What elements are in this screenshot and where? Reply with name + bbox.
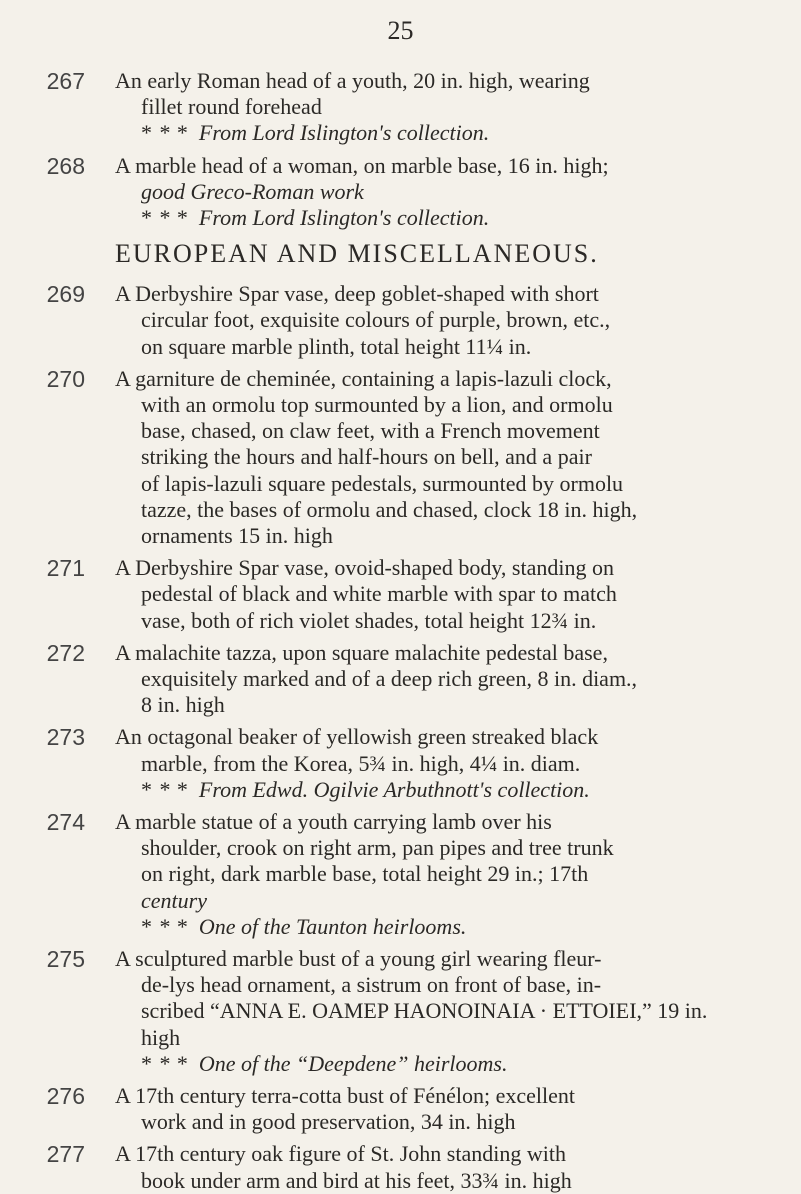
lot-line: good Greco-Roman work [141,178,364,204]
lot-number: 276 [46,1083,85,1109]
provenance [115,120,785,146]
lot-number: 272 [46,639,85,666]
provenance [115,1051,785,1077]
lot-line: exquisitely marked and of a deep rich green, 8 in. diam., [141,666,638,691]
lot-number: 269 [46,281,85,308]
lot-description [115,281,785,360]
lot-number: 273 [46,724,85,751]
lot-line: shoulder, crook on right arm, pan pipes and tree trunk [141,835,614,861]
provenance-text: From Lord Islington's collection. [198,120,490,146]
lot-number: 270 [46,365,85,392]
lot-line: high [141,1024,181,1050]
lot-description [115,640,785,719]
lot-line: base, chased, on claw feet, with a French movement [141,418,600,444]
asterisks: * * * [141,776,189,802]
lot-line: pedestal of black and white marble with spar to match [141,581,617,607]
lot-line: circular foot, exquisite colours of purple, brown, etc., [141,307,611,333]
lot-number: 271 [46,555,85,582]
lot-line: An octagonal beaker of yellowish green streaked black [115,724,599,750]
lot-line: de-lys head ornament, a sistrum on front of base, in- [141,972,602,998]
lot-line: A marble head of a woman, on marble base, 16 in. high; [115,152,609,178]
provenance [115,914,785,940]
lot-line: work and in good preservation, 34 in. high [141,1109,516,1135]
provenance-text: One of the “Deepdene” heirlooms. [198,1050,508,1076]
lot-line: scribed “ANNA E. OAMEP HAONOINAIA · ETTOIEI,” 19 in. [141,998,708,1024]
provenance-text: From Edwd. Ogilvie Arbuthnott's collection. [198,776,590,802]
lot-line: vase, both of rich violet shades, total height 12¾ in. [141,607,597,633]
lot-number: 277 [46,1141,85,1168]
lot-line: on square marble plinth, total height 11¼ in. [141,333,532,359]
lot-number: 274 [46,809,85,835]
lot-line: A sculptured marble bust of a young girl wearing fleur- [115,946,602,971]
lot-number: 268 [46,152,85,179]
lot-line: A malachite tazza, upon square malachite pedestal base, [115,639,608,665]
lot-line: An early Roman head of a youth, 20 in. high, wearing [115,68,590,93]
provenance [115,777,785,803]
lot-description [115,1141,785,1193]
lot-line: striking the hours and half-hours on bell, and a pair [141,444,592,470]
lot-line: tazze, the bases of ormolu and chased, clock 18 in. high, [141,496,638,522]
lot-line: A 17th century terra-cotta bust of Fénélon; excellent [115,1083,576,1108]
lot-line: with an ormolu top surmounted by a lion, and ormolu [141,392,613,417]
lot-description [115,555,785,634]
lot-line: A Derbyshire Spar vase, deep goblet-shaped with short [115,281,599,307]
lot-description [115,809,785,940]
asterisks: * * * [141,1050,189,1076]
lot-line: marble, from the Korea, 5¾ in. high, 4¼ in. diam. [141,750,581,776]
lot-line: of lapis-lazuli square pedestals, surmounted by ormolu [141,470,624,496]
asterisks: * * * [141,120,189,146]
provenance-text: One of the Taunton heirlooms. [198,913,467,939]
lot-description [115,366,785,549]
lot-description [115,153,785,232]
page-number: 25 [387,16,414,45]
lot-line: century [141,887,207,913]
lot-line: A 17th century oak figure of St. John standing with [115,1141,566,1167]
lot-line: fillet round forehead [141,94,322,120]
lot-description [115,68,785,147]
lot-description [115,724,785,803]
provenance [115,205,785,231]
lot-line: book under arm and bird at his feet, 33¾ in. high [141,1167,572,1193]
provenance-text: From Lord Islington's collection. [198,205,490,230]
lot-number: 267 [46,68,85,94]
lot-line: A marble statue of a youth carrying lamb over his [115,809,552,834]
section-heading: EUROPEAN AND MISCELLANEOUS. [115,239,599,269]
lot-line: 8 in. high [141,692,225,718]
asterisks: * * * [141,913,189,939]
lot-line: on right, dark marble base, total height 29 in.; 17th [141,861,589,887]
lot-description [115,1083,785,1135]
lot-line: A Derbyshire Spar vase, ovoid-shaped body, standing on [115,555,614,581]
lot-number: 275 [46,946,85,972]
lot-line: A garniture de cheminée, containing a lapis-lazuli clock, [115,365,612,391]
lot-line: ornaments 15 in. high [141,523,333,549]
asterisks: * * * [141,205,189,230]
lot-description [115,946,785,1077]
